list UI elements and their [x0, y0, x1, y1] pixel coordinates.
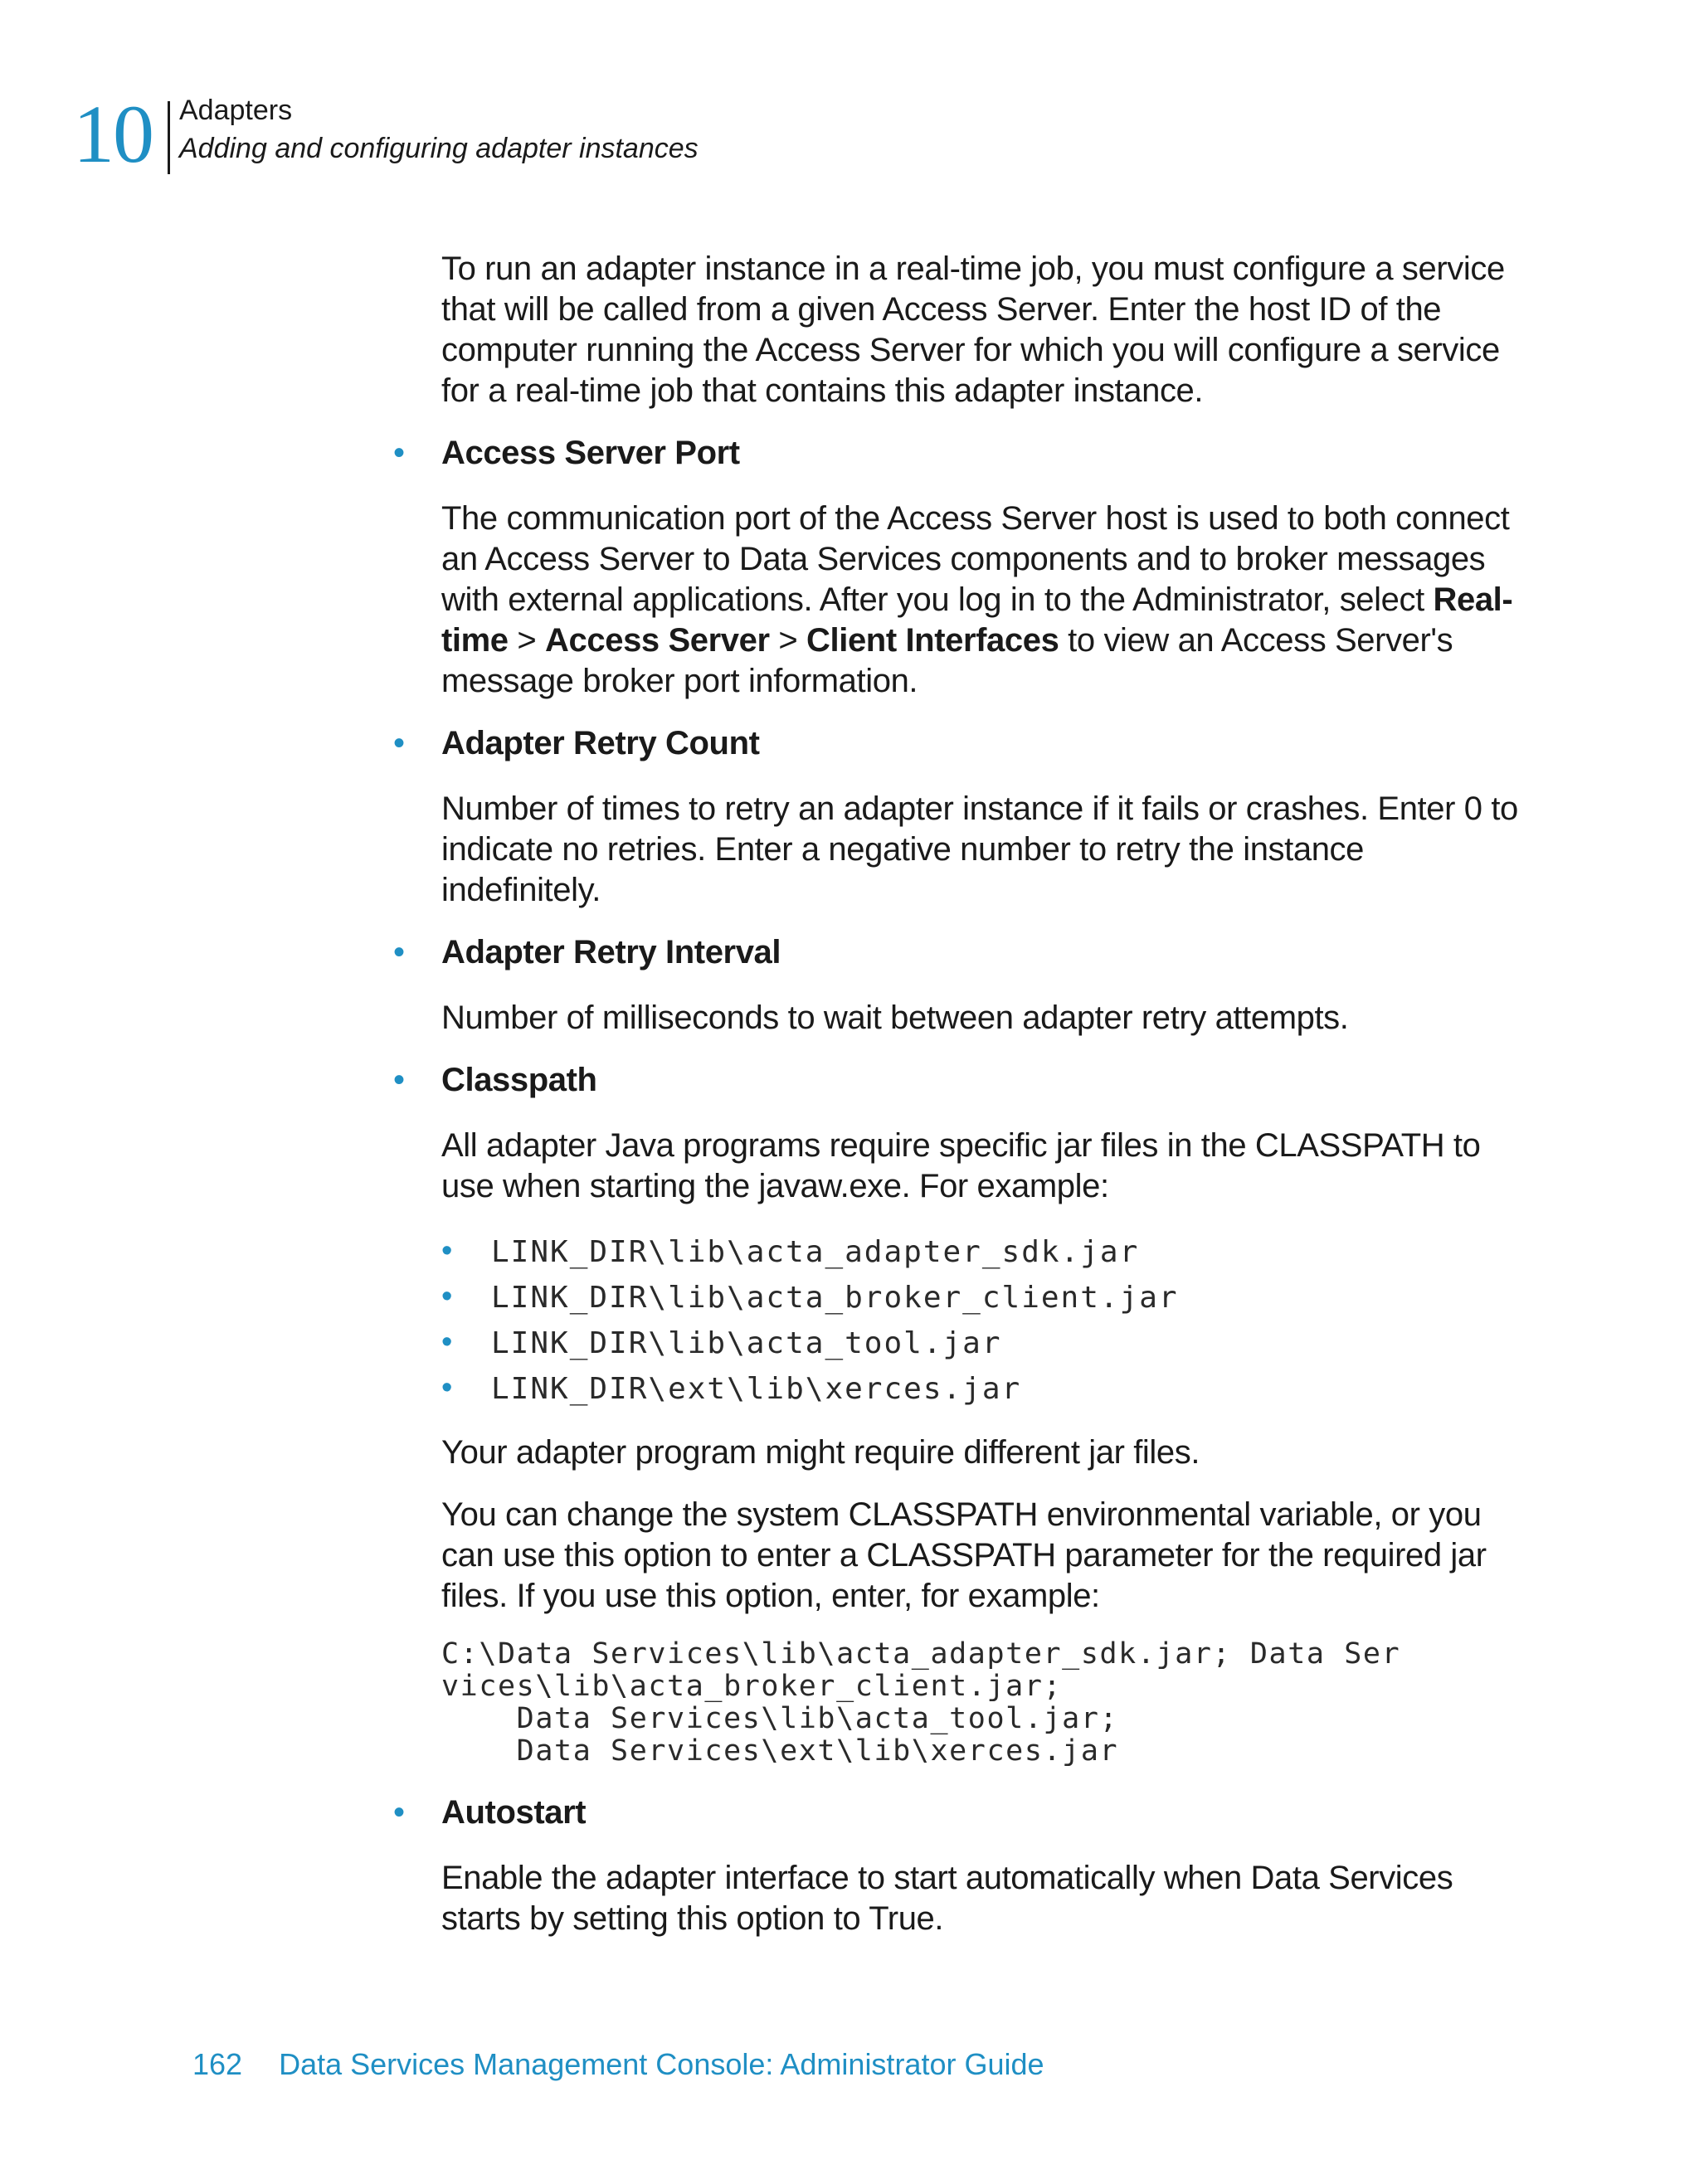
bullet-icon: • [441, 1325, 452, 1360]
bullet-icon: • [393, 934, 405, 970]
bullet-icon: • [393, 1794, 405, 1831]
chapter-title: Adapters [179, 95, 293, 126]
classpath-note: Your adapter program might require different jar files. [441, 1434, 1200, 1471]
list-item [441, 1228, 1520, 1274]
chapter-number: 10 [73, 88, 153, 180]
section-title: Adding and configuring adapter instances [179, 133, 699, 164]
jar-file-list [441, 1228, 1520, 1411]
page-footer [192, 2047, 1044, 2082]
option-label: Adapter Retry Interval [441, 934, 781, 970]
menu-path-access-server: Access Server [545, 622, 770, 659]
bullet-icon: • [393, 725, 405, 761]
retry-count-description: Number of times to retry an adapter instance if it fails or crashes. Enter 0 to indicate no retries. Enter a negative number to retry the instance indefinitely. [441, 790, 1518, 908]
description-text: The communication port of the Access Server host is used to both connect an Access Server to Data Services components and to broker messages with external applications. After you log in to the Administrator, select [441, 500, 1510, 618]
list-item [441, 1365, 1520, 1411]
option-access-server-port [393, 433, 1520, 474]
option-label: Adapter Retry Count [441, 725, 760, 761]
page-number: 162 [192, 2047, 243, 2081]
classpath-example-code: C:\Data Services\lib\acta_adapter_sdk.jar; Data Ser vices\lib\acta_broker_client.jar; Data Services\lib\acta_tool.jar; Data Services\ext\lib\xerces.jar [441, 1637, 1401, 1768]
jar-path: LINK_DIR\ext\lib\xerces.jar [491, 1372, 1022, 1406]
jar-path: LINK_DIR\lib\acta_adapter_sdk.jar [491, 1235, 1140, 1269]
retry-interval-description: Number of milliseconds to wait between adapter retry attempts. [441, 1000, 1349, 1036]
jar-path: LINK_DIR\lib\acta_broker_client.jar [491, 1281, 1179, 1315]
menu-path-realtime: Real-time [441, 581, 1513, 659]
autostart-description: Enable the adapter interface to start automatically when Data Services starts by setting this option to True. [441, 1860, 1453, 1937]
option-adapter-retry-interval [393, 932, 1520, 973]
option-classpath [393, 1060, 1520, 1101]
bullet-icon: • [393, 435, 405, 471]
bullet-icon: • [441, 1279, 452, 1314]
bullet-icon: • [393, 1062, 405, 1098]
menu-path-separator: > [769, 622, 807, 659]
intro-paragraph: To run an adapter instance in a real-time job, you must configure a service that will be called from a given Access Server. Enter the host ID of the computer running the Access Server for which you will configure a service for a real-time job that contains this adapter instance. [441, 251, 1505, 409]
option-adapter-retry-count [393, 723, 1520, 764]
bullet-icon: • [441, 1233, 452, 1268]
menu-path-separator: > [508, 622, 546, 659]
access-server-port-description [441, 499, 1520, 702]
list-item [441, 1274, 1520, 1320]
description-text: to view an Access Server's message broker port information. [441, 622, 1453, 699]
list-item [441, 1320, 1520, 1365]
jar-path: LINK_DIR\lib\acta_tool.jar [491, 1326, 1002, 1360]
book-title: Data Services Management Console: Administrator Guide [279, 2047, 1044, 2081]
option-autostart [393, 1792, 1520, 1833]
header-divider [168, 101, 170, 174]
classpath-description: All adapter Java programs require specific jar files in the CLASSPATH to use when starting the javaw.exe. For example: [441, 1127, 1481, 1204]
menu-path-client-interfaces: Client Interfaces [806, 622, 1059, 659]
option-label: Classpath [441, 1062, 597, 1098]
classpath-option-text: You can change the system CLASSPATH environmental variable, or you can use this option to enter a CLASSPATH parameter for the required jar files. If you use this option, enter, for example: [441, 1496, 1487, 1614]
option-label: Autostart [441, 1794, 587, 1831]
bullet-icon: • [441, 1370, 452, 1405]
main-content [393, 249, 1520, 1961]
option-label: Access Server Port [441, 435, 740, 471]
